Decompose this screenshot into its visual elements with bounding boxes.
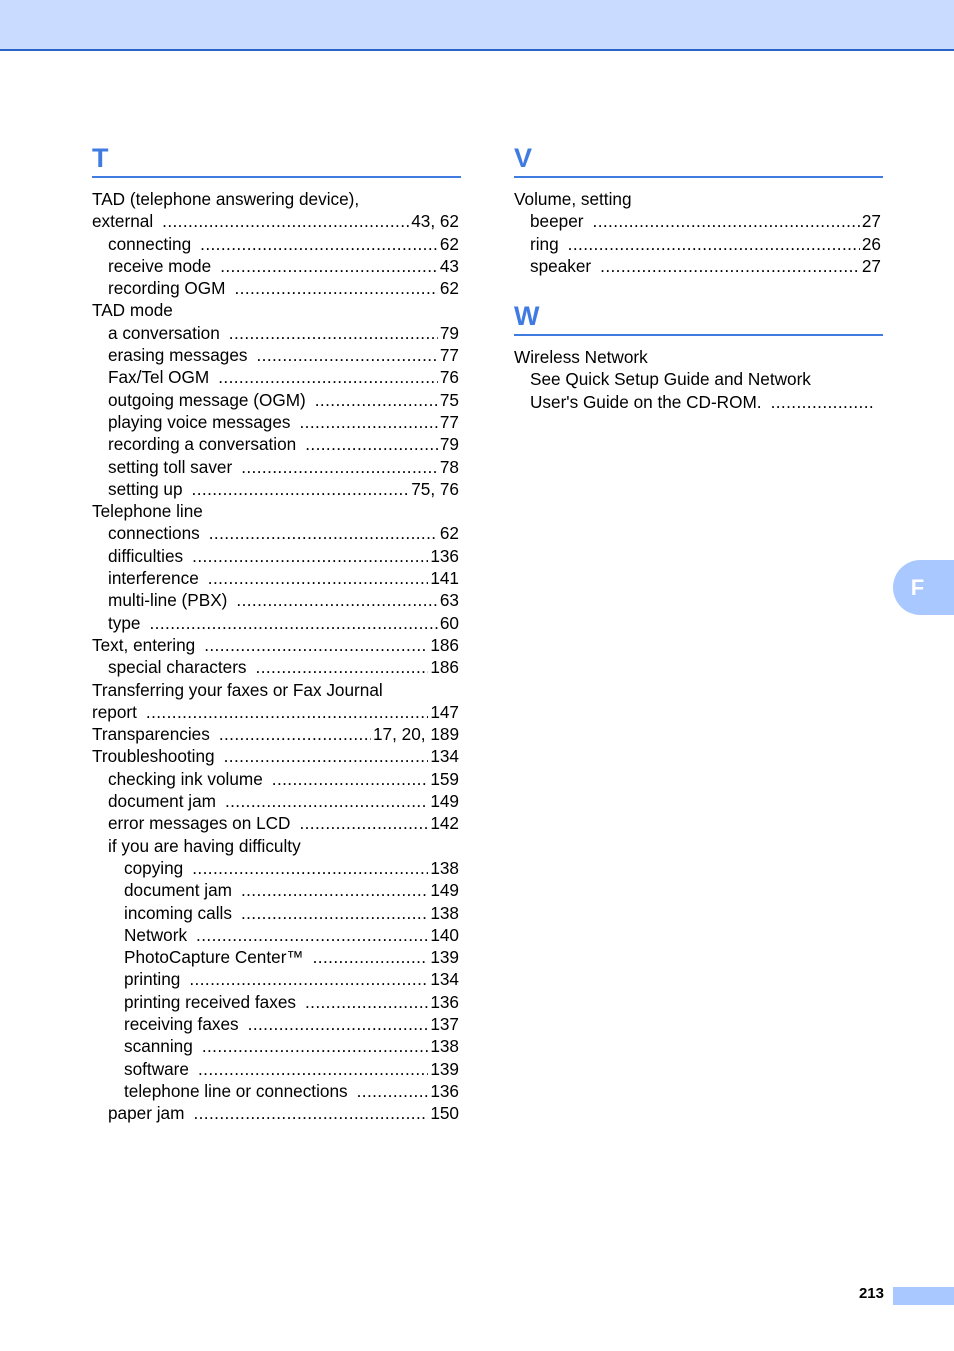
dot-leader xyxy=(315,389,438,411)
index-entry-pages[interactable]: 147 xyxy=(430,701,459,722)
index-entry[interactable] xyxy=(92,745,459,767)
index-entry-pages[interactable]: 76 xyxy=(439,367,459,388)
index-entry-pages[interactable]: 63 xyxy=(439,590,459,611)
dot-leader xyxy=(224,745,429,767)
dot-leader xyxy=(200,233,438,255)
index-entry-pages[interactable]: 134 xyxy=(430,969,459,990)
index-entry-list xyxy=(514,188,883,277)
dot-leader xyxy=(234,277,437,299)
index-entry[interactable] xyxy=(92,210,459,232)
chapter-tab[interactable] xyxy=(893,560,954,615)
dot-leader xyxy=(225,790,428,812)
index-entry-pages[interactable]: 136 xyxy=(430,545,459,566)
index-entry-pages[interactable]: 142 xyxy=(430,813,459,834)
index-entry-pages[interactable]: 138 xyxy=(430,902,459,923)
dot-leader xyxy=(204,634,428,656)
page-number-bar xyxy=(893,1287,954,1305)
chapter-tab-label: F xyxy=(910,574,925,600)
dot-leader xyxy=(218,366,438,388)
dot-leader xyxy=(198,1058,428,1080)
index-entry[interactable] xyxy=(92,188,459,210)
index-entry-label: special characters xyxy=(108,657,247,678)
index-entry-label: Troubleshooting xyxy=(92,746,215,767)
dot-leader xyxy=(241,902,428,924)
index-entry[interactable] xyxy=(92,768,459,790)
index-entry-label: Transparencies xyxy=(92,724,210,745)
dot-leader xyxy=(192,478,410,500)
index-entry-label: copying xyxy=(124,857,184,878)
index-entry[interactable] xyxy=(92,634,459,656)
index-entry[interactable] xyxy=(92,545,459,567)
index-entry[interactable] xyxy=(514,346,881,368)
index-entry[interactable] xyxy=(514,391,881,413)
dot-leader xyxy=(241,456,438,478)
index-entry-pages[interactable]: 78 xyxy=(439,456,459,477)
dot-leader xyxy=(299,812,428,834)
index-entry[interactable] xyxy=(514,233,881,255)
index-entry-label: software xyxy=(124,1058,189,1079)
index-entry[interactable] xyxy=(92,835,459,857)
index-entry[interactable] xyxy=(92,679,459,701)
index-entry-pages[interactable]: 141 xyxy=(430,568,459,589)
index-entry-label: Telephone line xyxy=(92,501,203,522)
section-letter-w: W xyxy=(514,298,883,336)
index-entry-label: checking ink volume xyxy=(108,768,263,789)
index-entry-pages[interactable]: 136 xyxy=(430,1080,459,1101)
index-entry-label: Volume, setting xyxy=(514,189,632,209)
dot-leader xyxy=(202,1035,429,1057)
dot-leader xyxy=(193,1102,428,1124)
dot-leader xyxy=(568,233,860,255)
index-entry[interactable] xyxy=(92,701,459,723)
dot-leader xyxy=(256,656,429,678)
dot-leader xyxy=(241,879,428,901)
index-entry[interactable] xyxy=(92,589,459,611)
index-entry[interactable] xyxy=(92,1058,459,1080)
dot-leader xyxy=(305,991,428,1013)
index-entry[interactable] xyxy=(92,968,459,990)
dot-leader xyxy=(192,545,428,567)
index-entry-pages[interactable]: 43, 62 xyxy=(411,211,459,232)
dot-leader xyxy=(256,344,437,366)
index-entry-label: external xyxy=(92,211,154,232)
dot-leader xyxy=(219,723,371,745)
index-entry[interactable] xyxy=(92,924,459,946)
dot-leader xyxy=(248,1013,429,1035)
index-entry-label: connections xyxy=(108,523,200,544)
index-entry-label: speaker xyxy=(530,255,592,276)
index-entry-label: setting up xyxy=(108,478,183,499)
section-letter-t: T xyxy=(92,140,461,178)
index-entry-label: interference xyxy=(108,568,199,589)
index-entry-label: See Quick Setup Guide and Network xyxy=(530,369,811,390)
index-entry-pages[interactable]: 159 xyxy=(430,768,459,789)
index-entry[interactable] xyxy=(92,411,459,433)
index-entry[interactable] xyxy=(92,790,459,812)
index-entry-pages[interactable]: 77 xyxy=(439,411,459,432)
index-entry-pages[interactable]: 137 xyxy=(430,1013,459,1034)
index-entry-label: erasing messages xyxy=(108,345,248,366)
index-entry-pages[interactable]: 75, 76 xyxy=(411,478,459,499)
index-entry-label: outgoing message (OGM) xyxy=(108,389,306,410)
index-entry-pages[interactable]: 186 xyxy=(430,634,459,655)
index-entry-pages[interactable]: 149 xyxy=(430,791,459,812)
index-entry-label: type xyxy=(108,612,141,633)
index-entry-list xyxy=(514,346,883,413)
index-entry-label: receiving faxes xyxy=(124,1013,239,1034)
index-entry-pages[interactable]: 136 xyxy=(430,991,459,1012)
dot-leader xyxy=(600,255,860,277)
section-letter-v: V xyxy=(514,140,883,178)
index-entry-pages[interactable]: 140 xyxy=(430,924,459,945)
index-entry-label: PhotoCapture Center™ xyxy=(124,947,304,968)
index-entry-label: TAD mode xyxy=(92,300,173,321)
index-entry-label: receive mode xyxy=(108,255,212,276)
header-band xyxy=(0,0,954,51)
index-entry[interactable] xyxy=(92,478,459,500)
index-entry[interactable] xyxy=(92,322,459,344)
dot-leader xyxy=(209,522,438,544)
index-entry-pages[interactable]: 17, 20, 189 xyxy=(372,724,459,745)
index-entry[interactable] xyxy=(92,857,459,879)
index-entry-label: setting toll saver xyxy=(108,456,233,477)
index-entry[interactable] xyxy=(92,500,459,522)
index-entry-label: incoming calls xyxy=(124,902,232,923)
dot-leader xyxy=(313,946,429,968)
index-entry-pages[interactable]: 62 xyxy=(439,523,459,544)
index-entry-pages[interactable]: 139 xyxy=(430,1058,459,1079)
dot-leader xyxy=(146,701,428,723)
index-entry-pages[interactable]: 26 xyxy=(861,233,881,254)
index-entry[interactable] xyxy=(92,299,459,321)
index-entry[interactable] xyxy=(92,879,459,901)
dot-leader xyxy=(771,391,875,413)
dot-leader xyxy=(162,210,409,232)
index-entry-label: printing received faxes xyxy=(124,991,296,1012)
index-entry[interactable] xyxy=(92,656,459,678)
index-entry-pages[interactable]: 79 xyxy=(439,434,459,455)
index-column-right xyxy=(514,140,883,413)
index-entry-label: report xyxy=(92,701,137,722)
index-entry[interactable] xyxy=(92,812,459,834)
index-entry-pages[interactable]: 139 xyxy=(430,947,459,968)
index-entry-label: paper jam xyxy=(108,1103,185,1124)
index-entry[interactable] xyxy=(514,210,881,232)
index-entry[interactable] xyxy=(92,522,459,544)
index-column-left xyxy=(92,140,461,1124)
index-entry-label: telephone line or connections xyxy=(124,1080,348,1101)
index-entry-pages[interactable]: 149 xyxy=(430,880,459,901)
dot-leader xyxy=(150,612,438,634)
index-entry[interactable] xyxy=(92,344,459,366)
index-entry-label: ring xyxy=(530,233,559,254)
index-entry-label: multi-line (PBX) xyxy=(108,590,228,611)
index-entry-label: error messages on LCD xyxy=(108,813,291,834)
index-entry-pages[interactable]: 138 xyxy=(430,1036,459,1057)
dot-leader xyxy=(593,210,860,232)
dot-leader xyxy=(208,567,429,589)
index-entry-label: playing voice messages xyxy=(108,411,291,432)
index-entry[interactable] xyxy=(92,612,459,634)
index-entry[interactable] xyxy=(92,991,459,1013)
dot-leader xyxy=(272,768,429,790)
dot-leader xyxy=(357,1080,429,1102)
index-entry-label: document jam xyxy=(124,880,232,901)
index-entry-pages[interactable]: 27 xyxy=(861,211,881,232)
index-entry-label: connecting xyxy=(108,233,192,254)
index-entry[interactable] xyxy=(92,1080,459,1102)
index-entry-pages[interactable]: 60 xyxy=(439,612,459,633)
index-entry-label: document jam xyxy=(108,791,216,812)
index-entry[interactable] xyxy=(92,567,459,589)
dot-leader xyxy=(189,968,428,990)
dot-leader xyxy=(229,322,438,344)
index-entry[interactable] xyxy=(92,277,459,299)
index-entry[interactable] xyxy=(92,1102,459,1124)
index-entry[interactable] xyxy=(514,255,881,277)
index-entry-label: a conversation xyxy=(108,322,220,343)
dot-leader xyxy=(305,433,438,455)
index-entry-label: beeper xyxy=(530,211,584,232)
index-entry-pages[interactable]: 138 xyxy=(430,857,459,878)
index-entry-label: scanning xyxy=(124,1036,193,1057)
index-entry-label: printing xyxy=(124,969,181,990)
dot-leader xyxy=(236,589,437,611)
index-entry-label: User's Guide on the CD-ROM. xyxy=(530,391,762,412)
page-number: 213 xyxy=(858,1285,884,1302)
index-entry[interactable] xyxy=(92,389,459,411)
index-entry-pages[interactable]: 75 xyxy=(439,389,459,410)
index-entry-pages[interactable]: 79 xyxy=(439,322,459,343)
index-entry[interactable] xyxy=(92,902,459,924)
dot-leader xyxy=(192,857,428,879)
index-entry[interactable] xyxy=(514,368,881,390)
index-entry-pages[interactable]: 62 xyxy=(439,278,459,299)
index-entry[interactable] xyxy=(92,1035,459,1057)
index-entry-label: Transferring your faxes or Fax Journal xyxy=(92,679,383,700)
index-entry[interactable] xyxy=(92,233,459,255)
index-entry-label: Fax/Tel OGM xyxy=(108,367,210,388)
index-entry[interactable] xyxy=(92,255,459,277)
index-entry[interactable] xyxy=(92,1013,459,1035)
index-entry-list xyxy=(92,188,461,1124)
index-entry-pages[interactable]: 150 xyxy=(430,1103,459,1124)
dot-leader xyxy=(196,924,428,946)
index-entry-pages[interactable]: 134 xyxy=(430,746,459,767)
index-entry-pages[interactable]: 186 xyxy=(430,657,459,678)
index-entry-label: if you are having difficulty xyxy=(108,835,301,856)
index-entry-label: Network xyxy=(124,924,188,945)
index-entry-label: Text, entering xyxy=(92,634,196,655)
dot-leader xyxy=(299,411,437,433)
index-entry-pages[interactable]: 27 xyxy=(861,255,881,276)
index-entry[interactable] xyxy=(92,366,459,388)
index-entry-label: Wireless Network xyxy=(514,347,648,368)
index-entry-label: difficulties xyxy=(108,545,184,566)
index-entry-label: recording OGM xyxy=(108,278,226,299)
index-entry[interactable] xyxy=(92,456,459,478)
dot-leader xyxy=(220,255,438,277)
index-entry-label: recording a conversation xyxy=(108,434,297,455)
index-entry-pages[interactable]: 77 xyxy=(439,345,459,366)
index-entry-pages[interactable]: 43 xyxy=(439,255,459,276)
index-entry[interactable] xyxy=(92,723,459,745)
index-entry-pages[interactable]: 62 xyxy=(439,233,459,254)
index-entry[interactable] xyxy=(92,433,459,455)
index-entry[interactable] xyxy=(514,188,881,210)
index-entry[interactable] xyxy=(92,946,459,968)
index-entry-label: TAD (telephone answering device), xyxy=(92,189,360,209)
